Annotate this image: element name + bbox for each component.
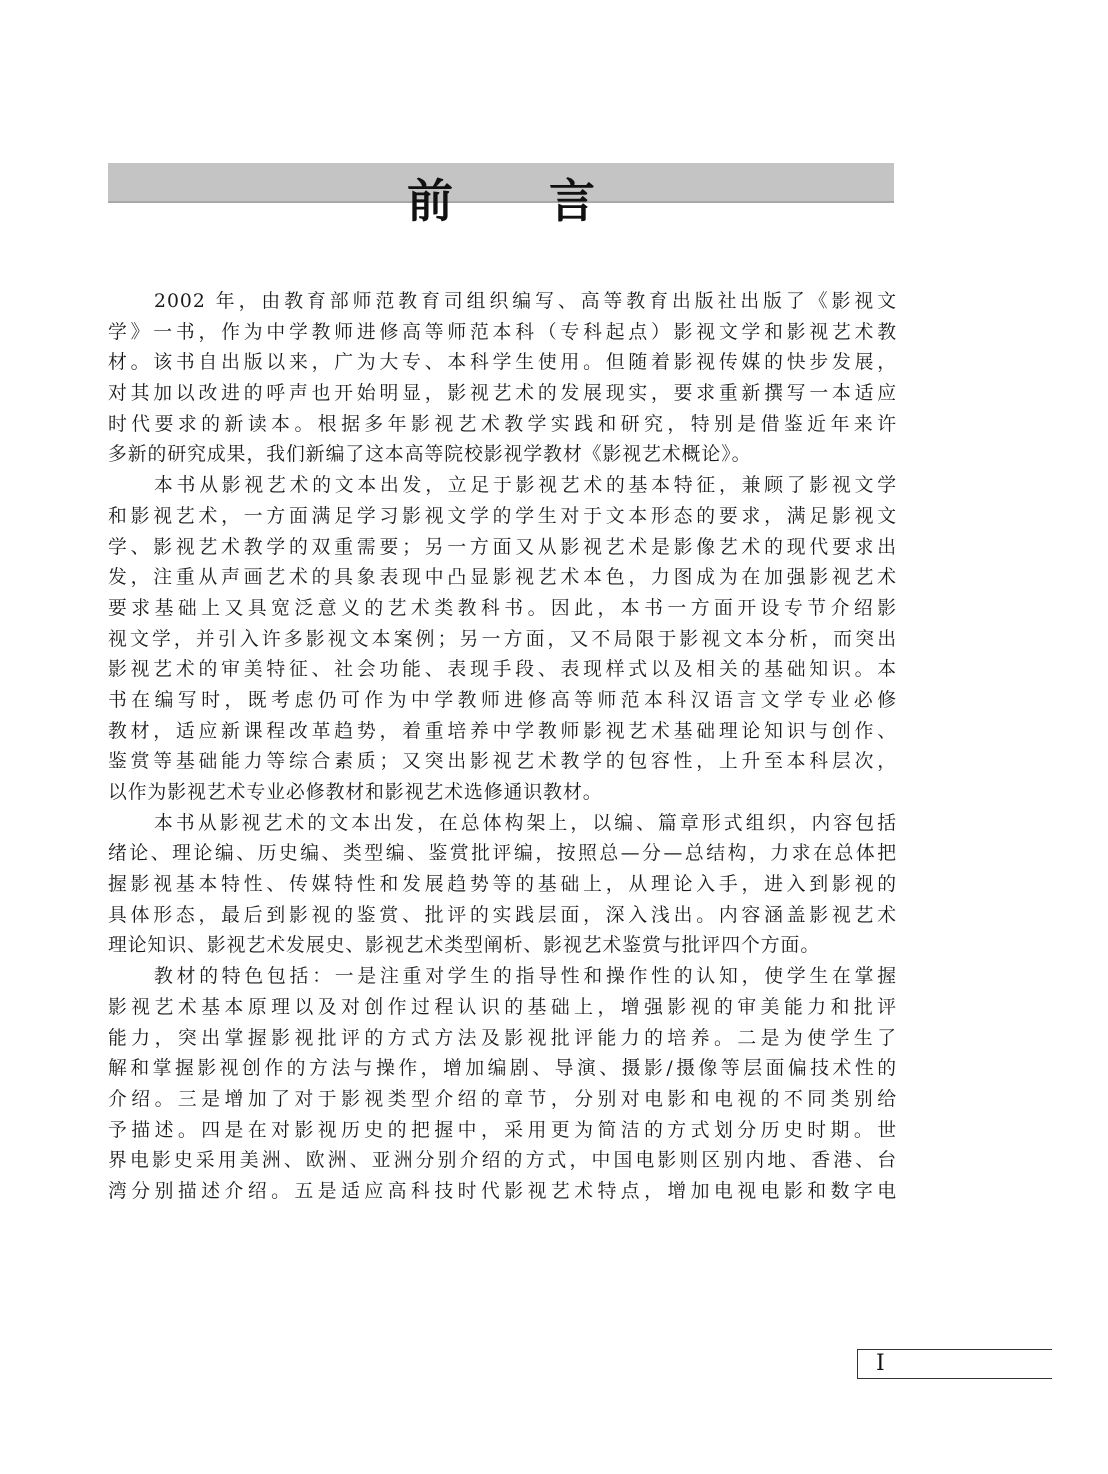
text-line: 湾分别描述介绍。五是适应高科技时代影视艺术特点，增加电视电影和数字电 <box>108 1180 897 1202</box>
text-line: 以作为影视艺术专业必修教材和影视艺术选修通识教材。 <box>108 782 603 803</box>
text-line: 理论知识、影视艺术发展史、影视艺术类型阐析、影视艺术鉴赏与批评四个方面。 <box>108 935 821 957</box>
text-line: 介绍。三是增加了对于影视类型介绍的章节，分别对电影和电视的不同类别给 <box>108 1088 897 1110</box>
paragraph-2 <box>108 471 897 809</box>
paragraph-1 <box>108 287 897 471</box>
text-line: 本书从影视艺术的文本出发，在总体构架上，以编、篇章形式组织，内容包括 <box>154 812 897 834</box>
paragraph-4 <box>108 962 897 1208</box>
text-line: 能力，突出掌握影视批评的方式方法及影视批评能力的培养。二是为使学生了 <box>108 1027 897 1049</box>
text-line: 多新的研究成果，我们新编了这本高等院校影视学教材《影视艺术概论》。 <box>108 444 752 466</box>
text-line: 具体形态，最后到影视的鉴赏、批评的实践层面，深入浅出。内容涵盖影视艺术 <box>108 904 897 926</box>
page-number-box <box>857 1349 1052 1379</box>
paragraph-3 <box>108 809 897 962</box>
text-line: 握影视基本特性、传媒特性和发展趋势等的基础上，从理论入手，进入到影视的 <box>108 874 897 896</box>
text-line: 要求基础上又具宽泛意义的艺术类教科书。因此，本书一方面开设专节介绍影 <box>108 597 897 619</box>
page-title: 前言 <box>407 174 691 228</box>
body-text <box>108 287 897 1208</box>
text-line: 教材的特色包括：一是注重对学生的指导性和操作性的认知，使学生在掌握 <box>154 966 897 988</box>
text-line: 鉴赏等基础能力等综合素质；又突出影视艺术教学的包容性，上升至本科层次， <box>108 751 897 773</box>
text-line: 时代要求的新读本。根据多年影视艺术教学实践和研究，特别是借鉴近年来许 <box>108 413 897 435</box>
text-line: 教材，适应新课程改革趋势，着重培养中学教师影视艺术基础理论知识与创作、 <box>108 720 897 742</box>
text-line: 材。该书自出版以来，广为大专、本科学生使用。但随着影视传媒的快步发展， <box>108 352 897 374</box>
text-line: 2002 年，由教育部师范教育司组织编写、高等教育出版社出版了《影视文 <box>154 291 897 312</box>
text-line: 视文学，并引入许多影视文本案例；另一方面，又不局限于影视文本分析，而突出 <box>108 628 897 650</box>
text-line: 对其加以改进的呼声也开始明显，影视艺术的发展现实，要求重新撰写一本适应 <box>108 383 897 405</box>
text-line: 予描述。四是在对影视历史的把握中，采用更为简洁的方式划分历史时期。世 <box>108 1119 897 1141</box>
text-line: 影视艺术的审美特征、社会功能、表现手段、表现样式以及相关的基础知识。本 <box>108 659 897 681</box>
text-line: 学、影视艺术教学的双重需要；另一方面又从影视艺术是影像艺术的现代要求出 <box>108 536 897 558</box>
text-line: 和影视艺术，一方面满足学习影视文学的学生对于文本形态的要求，满足影视文 <box>108 505 897 527</box>
text-line: 本书从影视艺术的文本出发，立足于影视艺术的基本特征，兼顾了影视文学 <box>154 475 897 497</box>
text-line: 绪论、理论编、历史编、类型编、鉴赏批评编，按照总—分—总结构，力求在总体把 <box>108 843 897 865</box>
page-number: I <box>876 1351 885 1376</box>
text-line: 影视艺术基本原理以及对创作过程认识的基础上，增强影视的审美能力和批评 <box>108 996 897 1018</box>
text-line: 解和掌握影视创作的方法与操作，增加编剧、导演、摄影/摄像等层面偏技术性的 <box>108 1058 897 1080</box>
text-line: 发，注重从声画艺术的具象表现中凸显影视艺术本色，力图成为在加强影视艺术 <box>108 567 897 589</box>
text-line: 界电影史采用美洲、欧洲、亚洲分别介绍的方式，中国电影则区别内地、香港、台 <box>108 1150 897 1172</box>
text-line: 书在编写时，既考虑仍可作为中学教师进修高等师范本科汉语言文学专业必修 <box>108 689 897 711</box>
text-line: 学》一书，作为中学教师进修高等师范本科（专科起点）影视文学和影视艺术教 <box>108 321 897 343</box>
